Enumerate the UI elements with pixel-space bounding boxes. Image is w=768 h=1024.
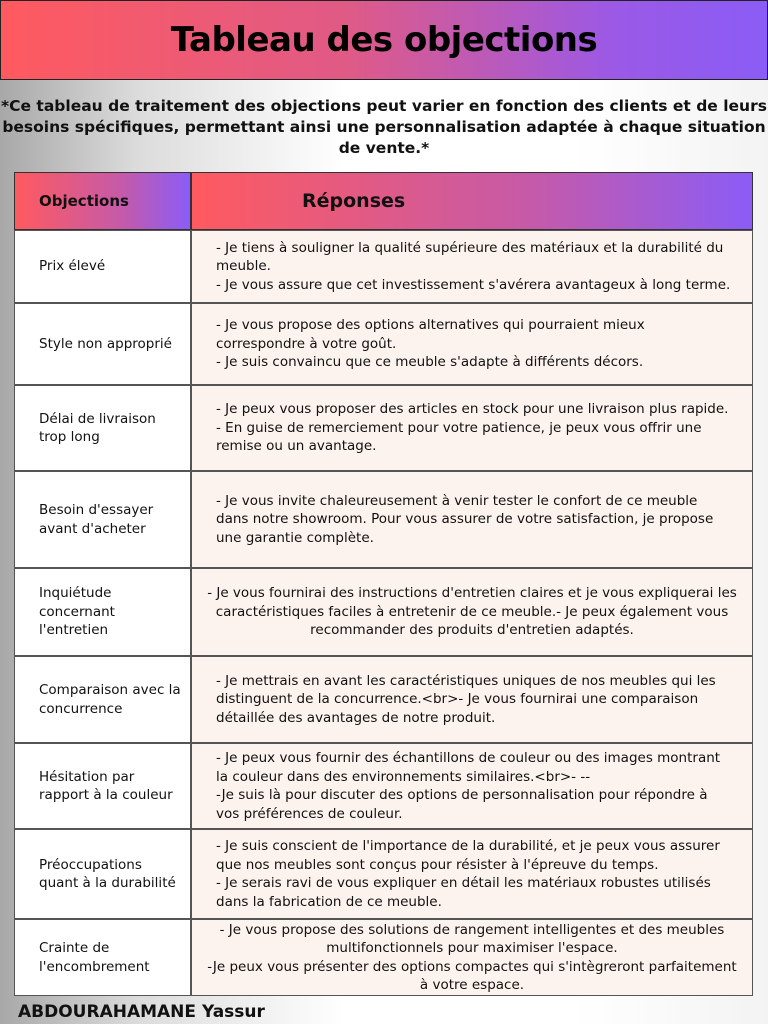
response-cell: - Je peux vous proposer des articles en stock pour une livraison plus rapide. - En guise de remerciement pour votre patience, je peux vous offrir une remise ou un avantage. xyxy=(191,385,753,471)
response-cell: - Je peux vous fournir des échantillons de couleur ou des images montrant la couleur dans des environnements similaires.<br>- -- -Je suis là pour discuter des options de personnalisation pour répondre à vos préférences de couleur. xyxy=(191,743,753,829)
response-cell: - Je vous propose des options alternatives qui pourraient mieux correspondre à votre goût. - Je suis convaincu que ce meuble s'adapte à différents décors. xyxy=(191,303,753,385)
objection-cell: Hésitation par rapport à la couleur xyxy=(14,743,191,829)
objection-cell: Délai de livraison trop long xyxy=(14,385,191,471)
table-row xyxy=(14,568,753,656)
author-name: ABDOURAHAMANE Yassur xyxy=(18,1002,265,1022)
page-title: Tableau des objections xyxy=(170,20,598,60)
title-banner xyxy=(0,0,768,80)
objection-cell: Style non approprié xyxy=(14,303,191,385)
table-row xyxy=(14,230,753,303)
response-cell: - Je mettrais en avant les caractéristiques uniques de nos meubles qui les distinguent de la concurrence.<br>- Je vous fournirai une comparaison détaillée des avantages de notre produit. xyxy=(191,656,753,743)
objection-cell: Inquiétude concernant l'entretien xyxy=(14,568,191,656)
response-cell: - Je vous invite chaleureusement à venir tester le confort de ce meuble dans notre showroom. Pour vous assurer de votre satisfaction, je propose une garantie complète. xyxy=(191,471,753,568)
table-row xyxy=(14,303,753,385)
objection-cell: Comparaison avec la concurrence xyxy=(14,656,191,743)
objection-cell: Préoccupations quant à la durabilité xyxy=(14,829,191,919)
header-objections: Objections xyxy=(14,172,191,230)
table-row xyxy=(14,919,753,996)
response-cell: - Je vous propose des solutions de rangement intelligentes et des meubles multifonctionnels pour maximiser l'espace. -Je peux vous présenter des options compactes qui s'intègreront parfaitement à votre espace. xyxy=(191,919,753,996)
objections-table xyxy=(14,172,753,996)
intro-note: *Ce tableau de traitement des objections peut varier en fonction des clients et de leurs besoins spécifiques, permettant ainsi une personnalisation adaptée à chaque situation de vente.* xyxy=(1,97,767,157)
objection-cell: Prix élevé xyxy=(14,230,191,303)
header-reponses: Réponses xyxy=(191,172,753,230)
objection-cell: Besoin d'essayer avant d'acheter xyxy=(14,471,191,568)
table-row xyxy=(14,385,753,471)
objection-cell: Crainte de l'encombrement xyxy=(14,919,191,996)
table-row xyxy=(14,471,753,568)
table-row xyxy=(14,743,753,829)
response-cell: - Je tiens à souligner la qualité supérieure des matériaux et la durabilité du meuble. - Je vous assure que cet investissement s'avérera avantageux à long terme. xyxy=(191,230,753,303)
table-row xyxy=(14,656,753,743)
response-cell: - Je suis conscient de l'importance de la durabilité, et je peux vous assurer que nos meubles sont conçus pour résister à l'épreuve du temps. - Je serais ravi de vous expliquer en détail les matériaux robustes utilisés dans la fabrication de ce meuble. xyxy=(191,829,753,919)
response-cell: - Je vous fournirai des instructions d'entretien claires et je vous expliquerai les caractéristiques faciles à entretenir de ce meuble.- Je peux également vous recommander des produits d'entretien adaptés. xyxy=(191,568,753,656)
table-row xyxy=(14,829,753,919)
